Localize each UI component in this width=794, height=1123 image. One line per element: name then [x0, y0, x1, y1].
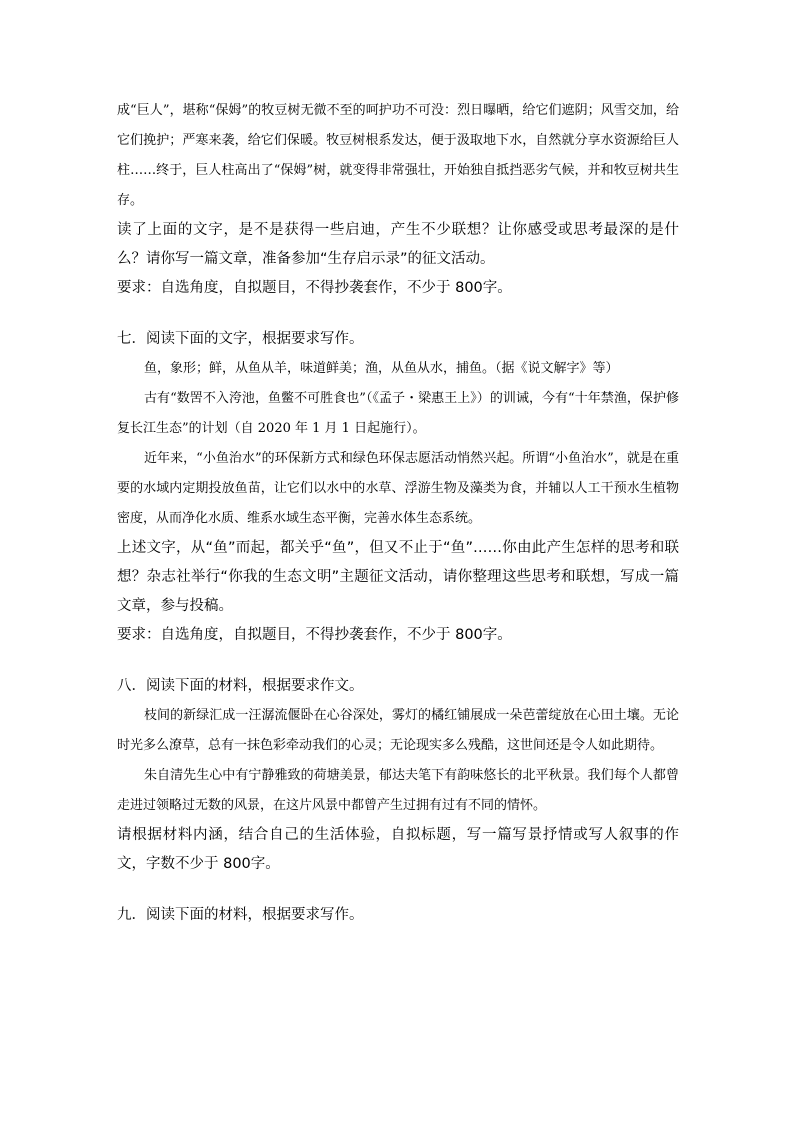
q7-prompt: 上述文字，从“鱼”而起，都关乎“鱼”，但又不止于“鱼”……你由此产生怎样的思考和联想？杂志社举行“你我的生态文明”主题征文活动，请你整理这些思考和联想，写成一篇文章，参与投稿。: [117, 540, 679, 614]
q7-material-para-2: 古有“数罟不入洿池，鱼鳖不可胜食也”（《孟子・梁惠王上》）的训诫，今有“十年禁渔，保护修复长江生态”的计划（自 2020 年 1 月 1 日起施行）。: [117, 391, 679, 436]
q8-material-para-1: 枝间的新绿汇成一汪潺流偃卧在心谷深处，雾灯的橘红铺展成一朵芭蕾绽放在心田土壤。无论时光多么潦草，总有一抹色彩牵动我们的心灵；无论现实多么残酷，这世间还是令人如此期待。: [117, 708, 679, 753]
q6-material-tail: 成“巨人”，堪称“保姆”的牧豆树无微不至的呵护功不可没：烈日曝晒，给它们遮阴；风雪交加，给它们挽护；严寒来袭，给它们保暖。牧豆树根系发达，便于汲取地下水，自然就分享水资源给巨人柱……终于，巨人柱高出了“保姆”树，就变得非常强壮，开始独自抵挡恶劣气候，并和牧豆树共生存。: [117, 103, 679, 208]
section-gap: [117, 303, 679, 325]
section-gap: [117, 650, 679, 672]
q6-requirement: 要求：自选角度，自拟题目，不得抄袭套作，不少于 800字。: [117, 280, 512, 296]
q9-heading: 九．阅读下面的材料，根据要求写作。: [117, 907, 364, 923]
q7-material-para-1: 鱼，象形；鲜，从鱼从羊，味道鲜美；渔，从鱼从水，捕鱼。（据《说文解字》等）: [144, 361, 619, 376]
q8-material-para-2: 朱自清先生心中有宁静雅致的荷塘美景，郁达夫笔下有韵味悠长的北平秋景。我们每个人都曾走进过领略过无数的风景，在这片风景中都曾产生过拥有过有不同的情怀。: [117, 768, 679, 813]
section-gap: [117, 879, 679, 901]
q7-requirement: 要求：自选角度，自拟题目，不得抄袭套作，不少于 800字。: [117, 627, 512, 643]
document-page: [117, 96, 679, 930]
q8-heading: 八．阅读下面的材料，根据要求作文。: [117, 678, 364, 694]
q7-heading: 七．阅读下面的文字，根据要求写作。: [117, 331, 364, 347]
q8-prompt: 请根据材料内涵，结合自己的生活体验，自拟标题，写一篇写景抒情或写人叙事的作文，字数不少于 800字。: [117, 827, 679, 872]
q7-material-para-3: 近年来，“小鱼治水”的环保新方式和绿色环保志愿活动悄然兴起。所谓“小鱼治水”，就是在重要的水域内定期投放鱼苗，让它们以水中的水草、浮游生物及藻类为食，并辅以人工干预水生植物密度，从而净化水质、维系水域生态平衡，完善水体生态系统。: [117, 451, 679, 526]
q6-prompt: 读了上面的文字，是不是获得一些启迪，产生不少联想？让你感受或思考最深的是什么？请你写一篇文章，准备参加“生存启示录”的征文活动。: [117, 222, 679, 267]
